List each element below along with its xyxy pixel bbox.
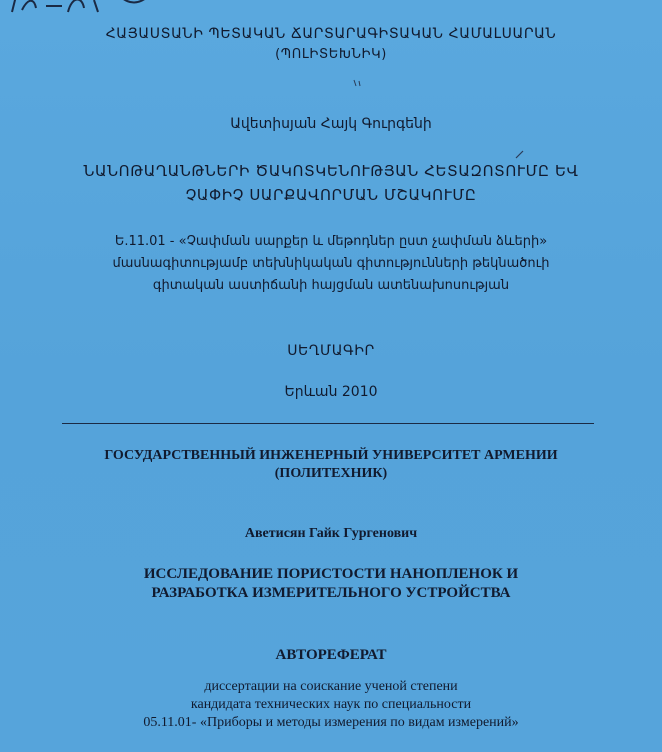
handwritten-mark [2, 0, 172, 16]
city-year-armenian: Երևան 2010 [284, 384, 378, 400]
university-name-russian: ГОСУДАРСТВЕННЫЙ ИНЖЕНЕРНЫЙ УНИВЕРСИТЕТ АРМЕНИИ [104, 448, 558, 463]
abstract-label-russian: АВТОРЕФЕРАТ [275, 647, 387, 663]
tick-mark [515, 150, 525, 160]
abstract-label-armenian: ՍԵՂՄԱԳԻՐ [287, 343, 375, 359]
university-subname-armenian: (ՊՈԼԻՏԵԽՆԻԿ) [275, 47, 387, 62]
degree-line3-russian: 05.11.01- «Приборы и методы измерения по видам измерений» [143, 715, 519, 730]
university-subname-russian: (ПОЛИТЕХНИК) [274, 466, 388, 481]
title-line2-russian: РАЗРАБОТКА ИЗМЕРИТЕЛЬНОГО УСТРОЙСТВА [151, 585, 511, 601]
specialty-line2-armenian: մասնագիտությամբ տեխնիկական գիտությունների թեկնածուի [112, 256, 550, 271]
title-line1-russian: ИССЛЕДОВАНИЕ ПОРИСТОСТИ НАНОПЛЕНОК И [143, 566, 519, 582]
section-divider [62, 423, 594, 424]
speck-mark [352, 78, 364, 88]
specialty-line1-armenian: Ե.11.01 - «Չափման սարքեր և մեթոդներ ըստ չափման ձևերի» [114, 234, 548, 249]
author-name-armenian: Ավետիսյան Հայկ Գուրգենի [230, 116, 432, 132]
title-line1-armenian: ՆԱՆՈԹԱՂԱՆԹՆԵՐԻ ԾԱԿՈՏԿԵՆՈՒԹՅԱՆ ՀԵՏԱԶՈՏՈՒՄԸ ԵՎ [83, 162, 579, 180]
author-name-russian: Аветисян Гайк Гургенович [244, 526, 418, 541]
university-name-armenian: ՀԱՅԱՍՏԱՆԻ ՊԵՏԱԿԱՆ ՃԱՐՏԱՐԱԳԻՏԱԿԱՆ ՀԱՄԱԼՍԱՐԱՆ [105, 26, 557, 42]
degree-line1-russian: диссертации на соискание ученой степени [204, 679, 458, 694]
specialty-line3-armenian: գիտական աստիճանի հայցման ատենախոսության [152, 278, 510, 293]
degree-line2-russian: кандидата технических наук по специальности [190, 697, 472, 712]
title-line2-armenian: ՉԱՓԻՉ ՍԱՐՔԱՎՈՐՄԱՆ ՄՇԱԿՈՒՄԸ [185, 186, 477, 204]
